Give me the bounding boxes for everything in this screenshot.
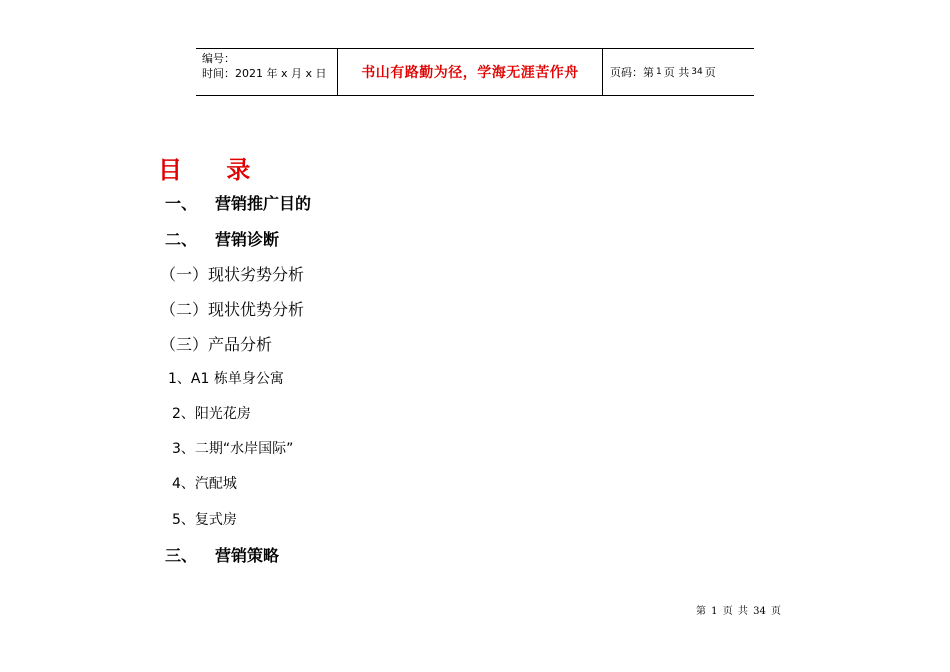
toc-item-2-3-5[interactable]: 5、复式房 [172, 512, 237, 528]
toc-item-text: 营销策略 [215, 546, 280, 565]
page-prefix: 页码：第 [610, 66, 654, 79]
toc-item-2-3-3[interactable]: 3、二期“水岸国际” [172, 441, 294, 457]
header-motto: 书山有路勤为径，学海无涯苦作舟 [338, 49, 603, 95]
page-current: 1 [656, 67, 662, 77]
page-footer: 第 1 页 共 34 页 [696, 606, 781, 617]
toc-item-2-3-1[interactable]: 1、A1 栋单身公寓 [168, 371, 284, 387]
toc-item-num: 三、 [165, 546, 198, 565]
page-mid: 页 共 [663, 66, 690, 79]
toc-item-3[interactable] [165, 543, 279, 566]
toc-item-2[interactable] [165, 227, 279, 250]
toc-item-2-3[interactable]: （三）产品分析 [160, 335, 273, 354]
toc-item-text: 营销推广目的 [215, 194, 312, 213]
page-suffix: 页 [704, 66, 716, 79]
page-total: 34 [691, 67, 703, 77]
toc-item-num: 一、 [165, 194, 198, 213]
header-meta [196, 49, 338, 95]
header-page-info [603, 49, 754, 95]
number-label: 编号： [202, 52, 235, 65]
toc-item-2-2[interactable]: （二）现状优势分析 [160, 300, 305, 319]
toc-item-2-3-4[interactable]: 4、汽配城 [172, 476, 237, 492]
time-label: 时间：2021 年 x 月 x 日 [202, 67, 327, 80]
toc-item-1[interactable] [165, 191, 311, 214]
toc-item-2-3-2[interactable]: 2、阳光花房 [172, 406, 251, 422]
toc-item-text: 营销诊断 [215, 230, 280, 249]
page-header [196, 48, 754, 96]
toc-title: 目 录 [158, 156, 269, 184]
toc-item-num: 二、 [165, 230, 198, 249]
toc-item-2-1[interactable]: （一）现状劣势分析 [160, 265, 305, 284]
